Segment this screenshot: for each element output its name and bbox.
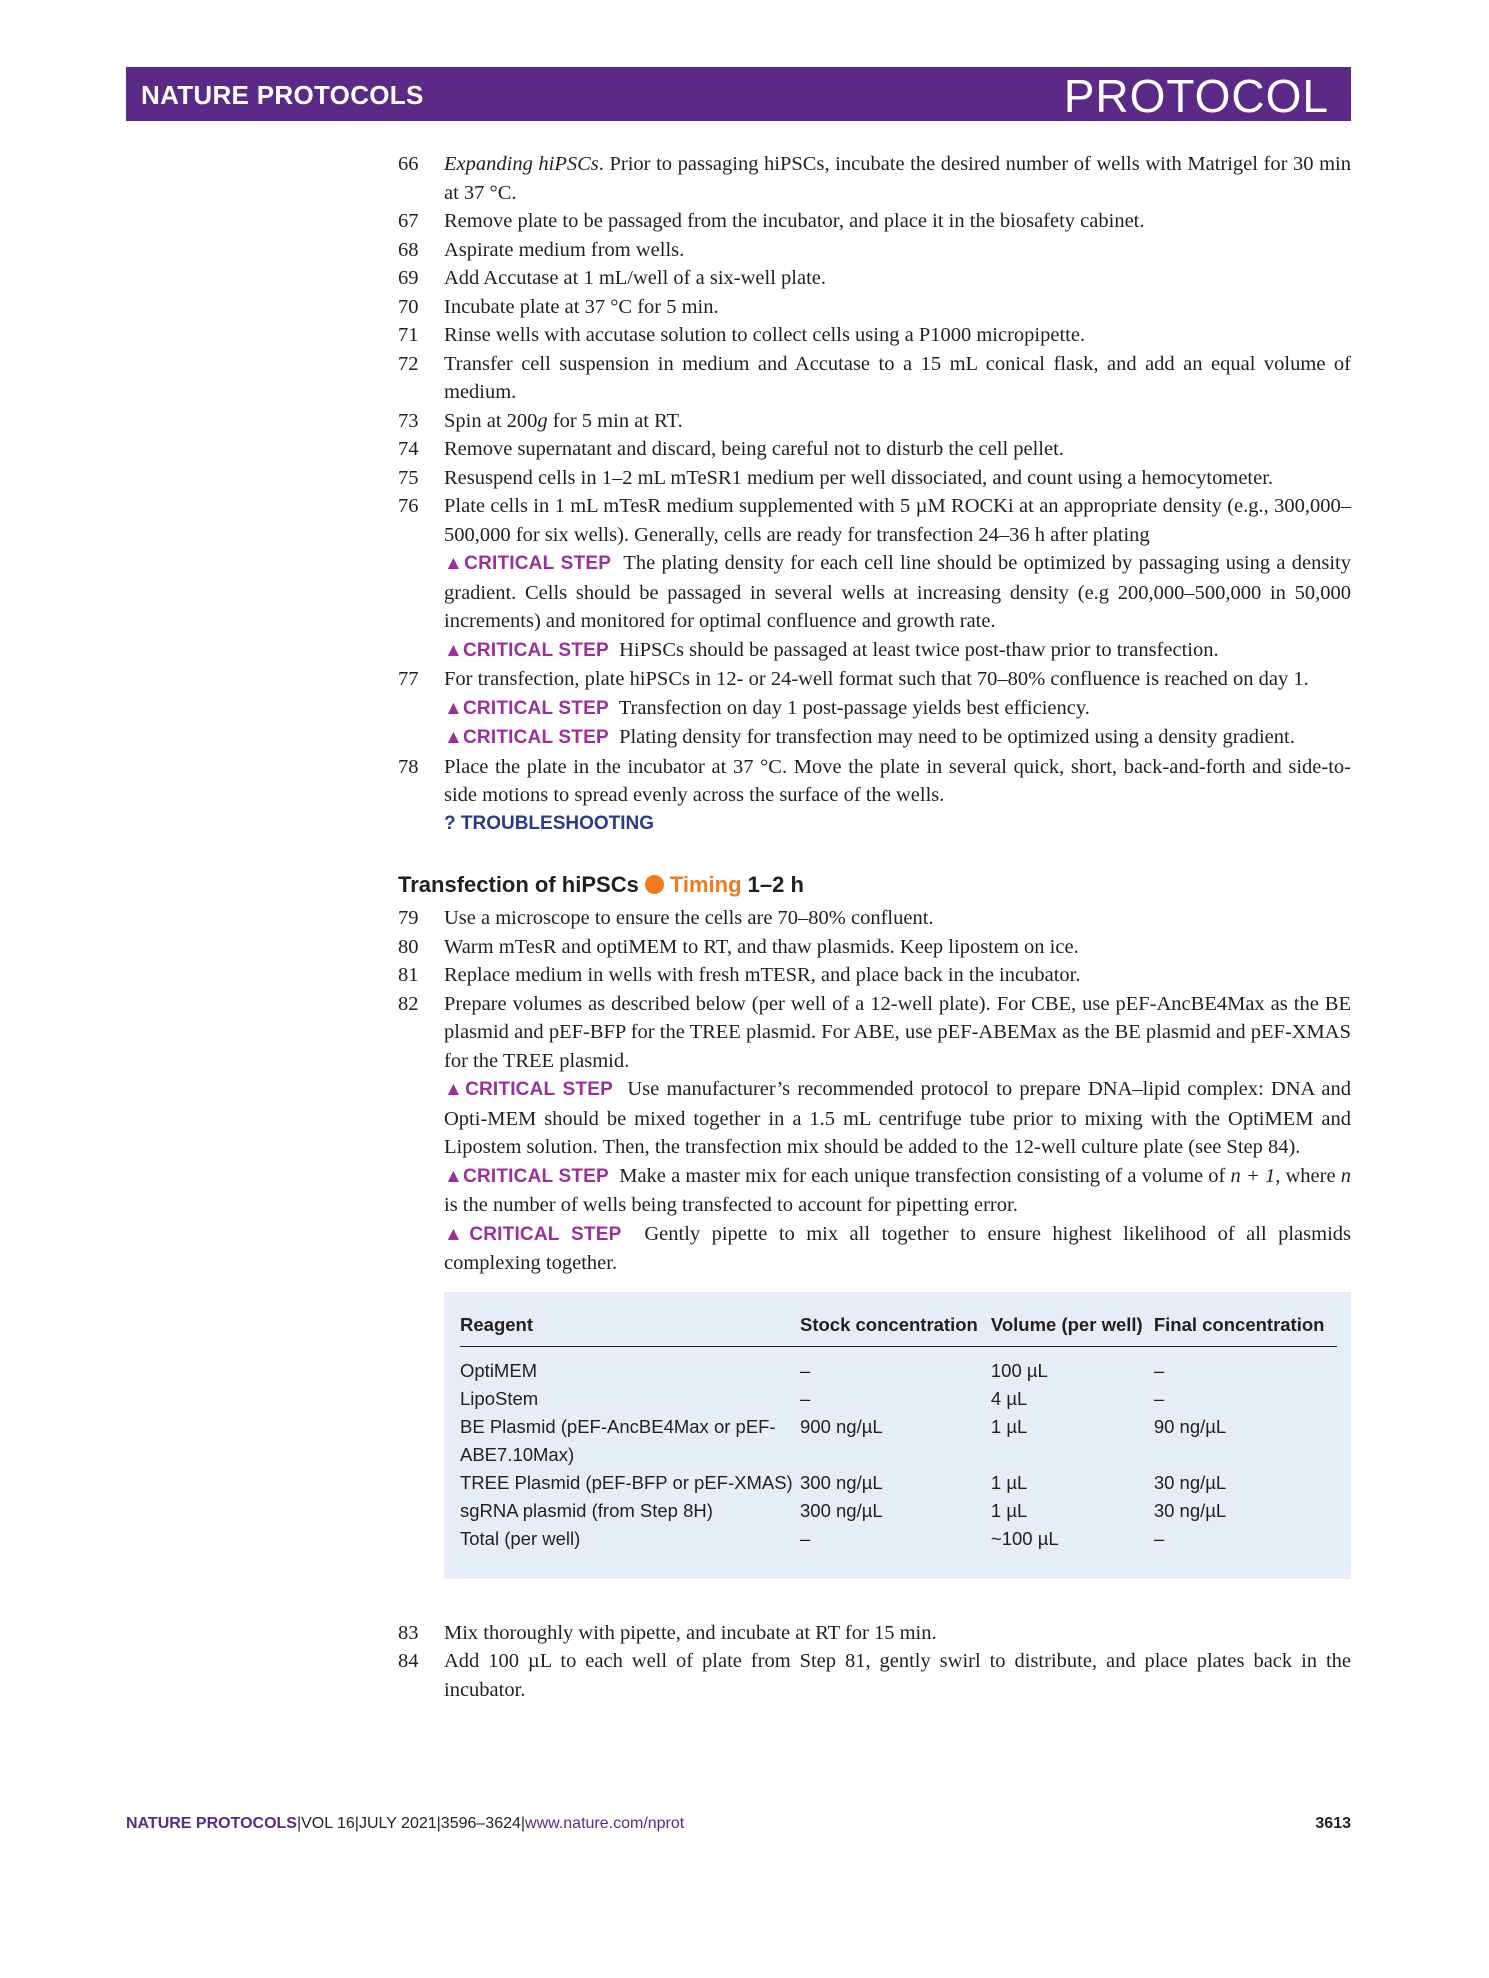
table-cell: ~100 µL — [990, 1527, 1059, 1549]
step-number: 67 — [398, 210, 419, 232]
step-number: 71 — [398, 324, 419, 346]
step-80 — [398, 933, 1351, 962]
table-cell: BE Plasmid (pEF-AncBE4Max or pEF-ABE7.10Max) — [460, 1415, 776, 1465]
table-cell: – — [1153, 1387, 1165, 1409]
table-cell: – — [800, 1527, 811, 1549]
step-number: 74 — [398, 438, 419, 460]
table-cell: – — [1153, 1359, 1165, 1381]
step-78 — [398, 753, 1351, 839]
table-row — [460, 1497, 1337, 1525]
footer-separator: | — [354, 1815, 359, 1832]
section-title: Transfection of hiPSCs — [398, 872, 639, 897]
step-text: Prepare volumes as described below (per well of a 12-well plate). For CBE, use pEF-AncBE4Max as the BE plasmid and pEF-BFP for the TREE plasmid. For ABE, use pEF-ABEMax as the BE plasmid and pEF-XMAS for the TREE plasmid. — [444, 992, 1351, 1072]
step-number: 81 — [398, 964, 419, 986]
step-unit-g: g — [537, 409, 548, 432]
reagent-table — [460, 1306, 1337, 1553]
step-text: Resuspend cells in 1–2 mL mTeSR1 medium per well dissociated, and count using a hemocytometer. — [444, 466, 1274, 489]
column-header: Stock concentration — [800, 1306, 991, 1347]
critical-step-note — [444, 636, 1351, 666]
critical-step-text: Gently pipette to mix all together to ensure highest likelihood of all plasmids complexing together. — [444, 1222, 1352, 1274]
critical-step-note — [444, 723, 1351, 753]
footer-journal: NATURE PROTOCOLS — [126, 1815, 297, 1832]
column-header: Final concentration — [1154, 1306, 1337, 1347]
critical-step-label: ▲CRITICAL STEP — [444, 1079, 613, 1100]
step-text: Rinse wells with accutase solution to collect cells using a P1000 micropipette. — [444, 324, 1086, 346]
footer-pages: 3596–3624 — [440, 1815, 521, 1832]
step-82 — [398, 990, 1351, 1278]
column-header: Volume (per well) — [991, 1306, 1154, 1347]
step-68 — [398, 236, 1351, 265]
critical-step-note — [444, 1220, 1351, 1278]
step-number: 66 — [398, 153, 419, 175]
math-variable: n — [1340, 1164, 1351, 1187]
step-text: Incubate plate at 37 °C for 5 min. — [444, 295, 719, 318]
step-text: Aspirate medium from wells. — [444, 238, 685, 261]
step-number: 82 — [398, 992, 419, 1015]
footer-separator: | — [520, 1815, 526, 1832]
table-cell: OptiMEM — [460, 1359, 538, 1381]
critical-step-note — [444, 1075, 1351, 1162]
step-number: 75 — [398, 466, 419, 489]
table-cell: Total (per well) — [460, 1527, 581, 1549]
critical-step-note — [444, 1162, 1351, 1220]
step-77 — [398, 665, 1351, 753]
article-type: PROTOCOL — [1063, 70, 1329, 122]
step-text: Place the plate in the incubator at 37 °C. Move the plate in several quick, short, back-and-forth and side-to-side motions to spread evenly across the surface of the wells. — [444, 755, 1351, 806]
step-73 — [398, 407, 1351, 436]
step-number: 83 — [398, 1621, 419, 1644]
step-text: Replace medium in wells with fresh mTESR, and place back in the incubator. — [444, 964, 1081, 986]
step-66 — [398, 150, 1351, 207]
step-74 — [398, 435, 1351, 464]
table-cell: 1 µL — [990, 1415, 1028, 1437]
step-number: 77 — [398, 668, 419, 690]
step-69 — [398, 264, 1351, 293]
critical-step-note — [444, 694, 1351, 724]
table-row — [460, 1385, 1337, 1413]
footer-volume: VOL 16 — [301, 1815, 355, 1832]
critical-step-note — [444, 549, 1351, 636]
critical-step-text: is the number of wells being transfected to account for pipetting error. — [444, 1194, 1018, 1216]
step-number: 76 — [398, 495, 419, 517]
table-cell: 1 µL — [990, 1499, 1028, 1521]
step-67 — [398, 207, 1351, 236]
table-cell: LipoStem — [460, 1387, 539, 1409]
step-number: 84 — [398, 1650, 419, 1672]
step-text: Use a microscope to ensure the cells are 70–80% confluent. — [444, 907, 934, 929]
step-text: Warm mTesR and optiMEM to RT, and thaw plasmids. Keep lipostem on ice. — [444, 935, 1079, 958]
timing-label: Timing — [669, 872, 742, 897]
step-text: . Prior to passaging hiPSCs, incubate the desired number of wells with Matrigel for 30 min at 37 °C. — [444, 153, 1351, 204]
step-text: Remove plate to be passaged from the incubator, and place it in the biosafety cabinet. — [444, 210, 1145, 232]
table-cell: 900 ng/µL — [800, 1415, 883, 1437]
main-content — [398, 150, 1351, 1704]
step-number: 69 — [398, 267, 419, 289]
critical-step-label: ▲CRITICAL STEP — [444, 639, 609, 661]
critical-step-label: ▲CRITICAL STEP — [444, 1223, 622, 1245]
step-number: 80 — [398, 935, 419, 958]
critical-step-label: ▲CRITICAL STEP — [444, 1165, 609, 1187]
critical-step-label: ▲CRITICAL STEP — [444, 727, 609, 748]
table-row — [460, 1413, 1337, 1469]
step-text-cont: for 5 min at RT. — [547, 409, 683, 432]
table-header-row — [460, 1306, 1337, 1347]
table-row — [460, 1525, 1337, 1553]
page-footer — [126, 1815, 1351, 1833]
critical-step-text: Plating density for transfection may need to be optimized using a density gradient. — [619, 726, 1295, 748]
table-cell: – — [800, 1387, 811, 1409]
step-number: 70 — [398, 295, 419, 318]
step-79 — [398, 904, 1351, 933]
step-text: Mix thoroughly with pipette, and incubate at RT for 15 min. — [444, 1621, 937, 1644]
step-76 — [398, 492, 1351, 665]
step-text: Transfer cell suspension in medium and Accutase to a 15 mL conical flask, and add an equal volume of medium. — [444, 352, 1351, 403]
journal-header-bar — [126, 67, 1351, 121]
critical-step-label: ▲CRITICAL STEP — [444, 553, 612, 574]
step-lead: Expanding hiPSCs — [444, 153, 599, 175]
step-81 — [398, 961, 1351, 990]
step-text: Add Accutase at 1 mL/well of a six-well plate. — [444, 267, 826, 289]
step-70 — [398, 293, 1351, 322]
reagent-table-box — [444, 1292, 1351, 1579]
step-text: Spin at 200 — [444, 409, 538, 432]
table-cell: 30 ng/µL — [1153, 1499, 1227, 1521]
step-text: Remove supernatant and discard, being careful not to disturb the cell pellet. — [444, 438, 1064, 460]
table-cell: 90 ng/µL — [1153, 1415, 1227, 1437]
step-text: For transfection, plate hiPSCs in 12- or 24-well format such that 70–80% confluence is reached on day 1. — [444, 668, 1309, 690]
step-number: 68 — [398, 238, 419, 261]
table-row — [460, 1469, 1337, 1497]
timing-value: 1–2 h — [747, 872, 804, 897]
step-71 — [398, 321, 1351, 350]
troubleshooting-link[interactable]: ? TROUBLESHOOTING — [444, 812, 655, 834]
journal-name: NATURE PROTOCOLS — [141, 80, 424, 110]
table-cell: 30 ng/µL — [1153, 1471, 1227, 1493]
step-83 — [398, 1619, 1351, 1648]
footer-date: JULY 2021 — [358, 1815, 437, 1832]
step-number: 79 — [398, 907, 419, 929]
critical-step-text: Transfection on day 1 post-passage yields best efficiency. — [618, 696, 1090, 719]
step-75 — [398, 464, 1351, 493]
critical-step-text: HiPSCs should be passaged at least twice post-thaw prior to transfection. — [619, 638, 1219, 661]
critical-step-text: Use manufacturer’s recommended protocol to prepare DNA–lipid complex: DNA and Opti-MEM should be mixed together in a 1.5 mL centrifuge tube prior to mixing with the OptiMEM and Lipostem solution. Then, the transfection mix should be added to the 12-well culture plate (see Step 84). — [444, 1078, 1351, 1158]
critical-step-label: ▲CRITICAL STEP — [444, 697, 609, 719]
table-cell: – — [1153, 1527, 1165, 1549]
step-84 — [398, 1647, 1351, 1704]
page-number: 3613 — [1315, 1815, 1351, 1832]
table-cell: 1 µL — [990, 1471, 1028, 1493]
step-72 — [398, 350, 1351, 407]
critical-step-text: , where — [1275, 1164, 1341, 1187]
step-number: 78 — [398, 755, 419, 778]
table-cell: – — [800, 1359, 811, 1381]
footer-separator: | — [296, 1815, 302, 1832]
table-cell: TREE Plasmid (pEF-BFP or pEF-XMAS) — [460, 1471, 793, 1493]
table-cell: 300 ng/µL — [800, 1499, 883, 1521]
table-cell: 100 µL — [990, 1359, 1048, 1381]
step-text: Add 100 µL to each well of plate from Step 81, gently swirl to distribute, and place plates back in the incubator. — [444, 1650, 1351, 1701]
timing-dot-icon — [645, 875, 664, 894]
critical-step-text: The plating density for each cell line should be optimized by passaging using a density gradient. Cells should be passaged in several wells at increasing density (e.g 200,000–500,000 in 50,000 increments) and monitored for optimal confluence and growth rate. — [444, 552, 1351, 632]
table-cell: 300 ng/µL — [800, 1471, 883, 1493]
footer-url-link[interactable]: www.nature.com/nprot — [525, 1815, 685, 1832]
table-row — [460, 1346, 1337, 1385]
footer-separator: | — [436, 1815, 441, 1832]
step-number: 72 — [398, 352, 419, 375]
table-cell: 4 µL — [990, 1387, 1028, 1409]
critical-step-text: Make a master mix for each unique transfection consisting of a volume of — [619, 1164, 1231, 1187]
step-number: 73 — [398, 409, 419, 432]
section-heading — [398, 870, 1351, 900]
math-expression: n + 1 — [1230, 1164, 1276, 1187]
table-cell: sgRNA plasmid (from Step 8H) — [460, 1499, 713, 1521]
step-text: Plate cells in 1 mL mTesR medium supplemented with 5 µM ROCKi at an appropriate density (e.g., 300,000–500,000 for six wells). Generally, cells are ready for transfection 24–36 h after plating — [444, 495, 1351, 546]
column-header: Reagent — [460, 1306, 800, 1347]
